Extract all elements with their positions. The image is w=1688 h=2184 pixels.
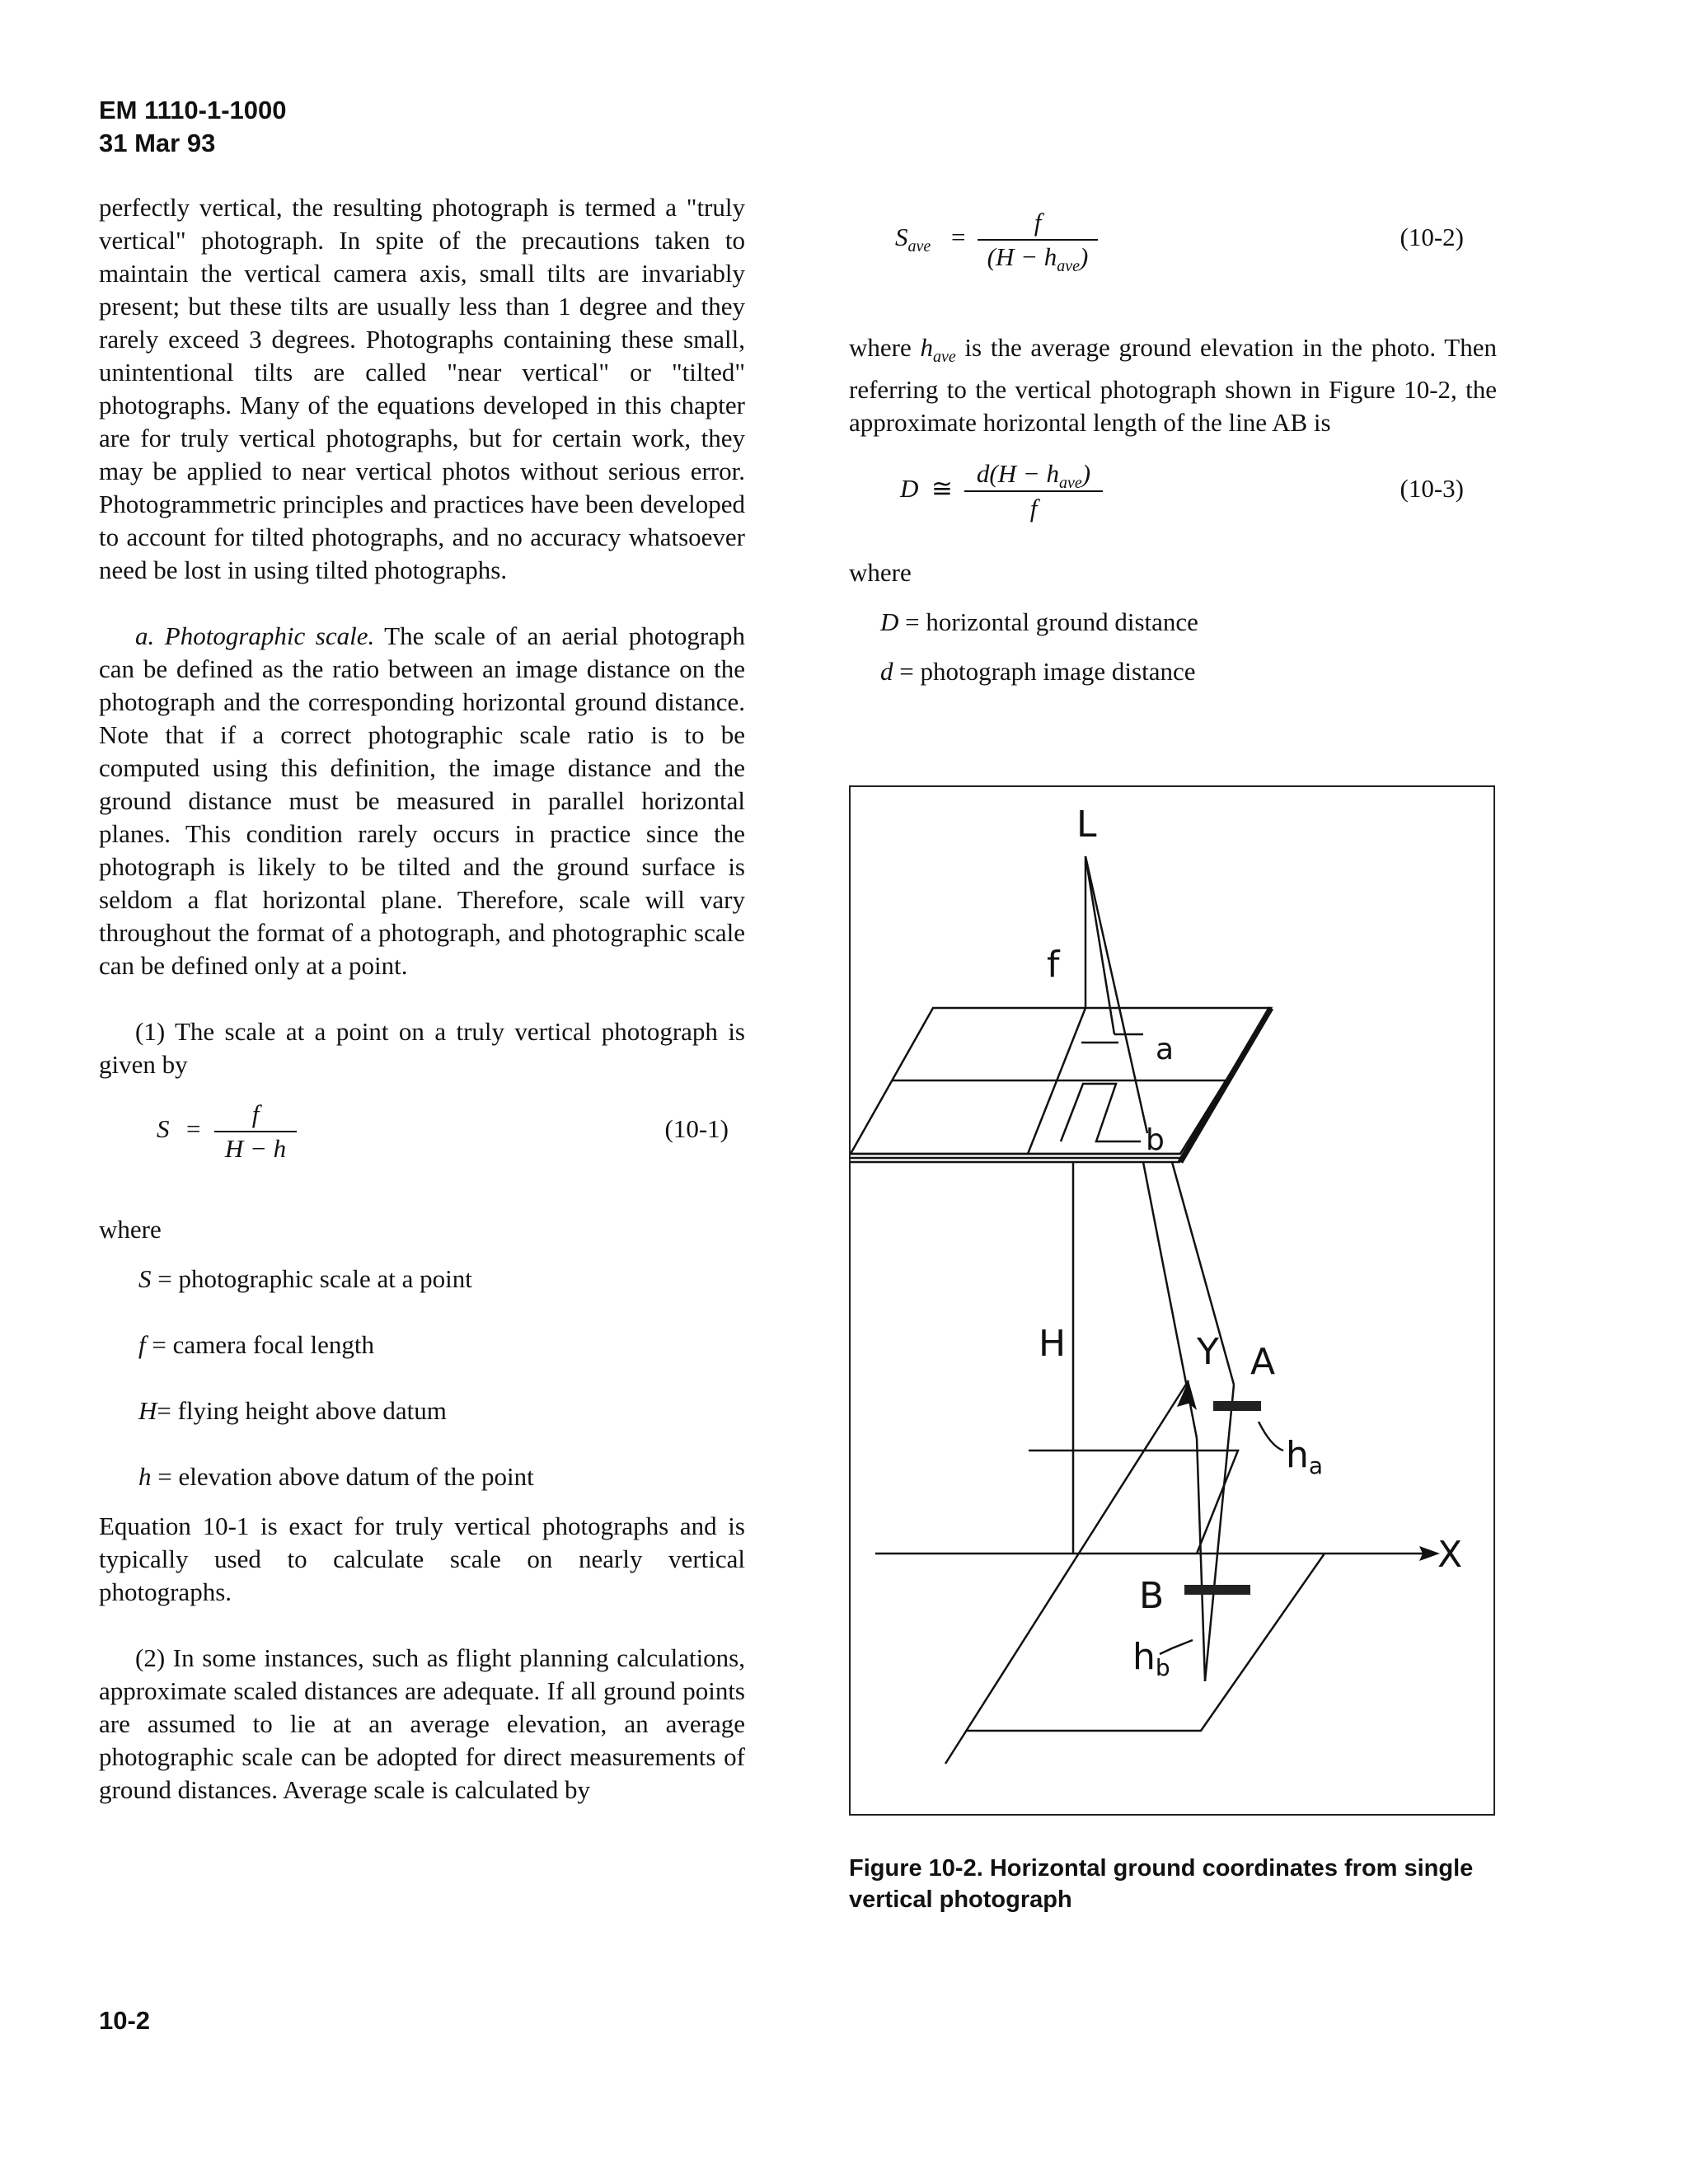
- paragraph-average-scale: (2) In some instances, such as flight planning calculations, approximate scaled distances are adequate. If all ground points are assumed to lie at an average elevation, an average photographic scale can be adopted for direct measurements of ground distances. Average scale is calculated by: [99, 1643, 745, 1804]
- paragraph-vertical-photos: perfectly vertical, the resulting photograph is termed a "truly vertical" photograph. In spite of the precautions taken to maintain the vertical camera axis, small tilts are invariably present; but these tilts are usually less than 1 degree and they rarely exceed 3 degrees. Photographs containing these small, unintentional tilts are called "near vertical" or "tilted" photographs. Many of the equations developed in this chapter are for truly vertical photographs, but for certain work, they may be applied to near vertical photos without serious error. Photogrammetric principles and practices have been developed to account for tilted photographs, and no accuracy whatsoever need be lost in using tilted photographs.: [99, 193, 745, 584]
- label-X: X: [1437, 1534, 1463, 1576]
- label-a: a: [1156, 1033, 1175, 1066]
- eq1-numerator: f: [251, 1099, 260, 1128]
- left-column: [99, 191, 745, 1807]
- label-b: b: [1146, 1123, 1165, 1157]
- label-B: B: [1139, 1575, 1165, 1617]
- eq3-number: (10-3): [1400, 474, 1464, 504]
- equation-10-1: [99, 1098, 745, 1180]
- eq1-equals: =: [186, 1114, 201, 1143]
- document-id: EM 1110-1-1000: [99, 96, 287, 124]
- paragraph-have-definition: where $h_{ave}$ is the average ground elevation in the photo. Then referring to the vertical photograph shown in Figure 10-2, the approximate horizontal length of the line AB is: [849, 333, 1497, 438]
- eq3-approx: ≅: [931, 474, 953, 504]
- eq2-denominator: $(H - h_{ave})$: [987, 242, 1089, 276]
- label-A: A: [1250, 1341, 1276, 1383]
- eq1-number: (10-1): [664, 1114, 729, 1143]
- page-number: 10-2: [99, 2006, 151, 2035]
- definition-S: S = photographic scale at a point: [138, 1264, 472, 1293]
- definition-h: h = elevation above datum of the point: [138, 1462, 534, 1491]
- point-b-marker: [1184, 1585, 1250, 1595]
- eq3-denominator: f: [1029, 494, 1038, 523]
- eq2-numerator: f: [1034, 208, 1042, 237]
- point-a-marker: [1213, 1401, 1261, 1411]
- section-heading: a. Photographic scale.: [135, 621, 375, 650]
- label-H: H: [1039, 1323, 1067, 1365]
- eq2-lhs: $S_{ave}$: [895, 223, 931, 256]
- figure-10-2: [849, 785, 1495, 1816]
- page-header: [99, 94, 287, 160]
- paragraph-scale-at-point: (1) The scale at a point on a truly vertical photograph is given by: [99, 1017, 745, 1079]
- figure-caption: Figure 10-2. Horizontal ground coordinates from single vertical photograph: [849, 1855, 1474, 1913]
- where-label-1: where: [99, 1215, 162, 1244]
- eq1-lhs: S: [157, 1114, 170, 1143]
- eq2-number: (10-2): [1400, 223, 1464, 251]
- definition-d: d = photograph image distance: [880, 657, 1196, 687]
- equation-10-2: [849, 206, 1497, 297]
- eq1-denominator: H − h: [224, 1134, 287, 1163]
- label-L: L: [1076, 804, 1097, 846]
- where-label-2: where: [849, 558, 912, 588]
- definition-f: f = camera focal length: [138, 1330, 375, 1359]
- definition-H: H= flying height above datum: [138, 1396, 447, 1425]
- eq3-numerator: $d(H - h_{ave})$: [976, 459, 1091, 493]
- right-column: [849, 191, 1497, 688]
- eq2-fraction: [978, 206, 1098, 274]
- definition-D: D = horizontal ground distance: [880, 607, 1198, 637]
- label-hb: hb: [1132, 1636, 1170, 1681]
- eq3-fraction: [964, 457, 1103, 525]
- eq2-equals: =: [951, 223, 966, 251]
- eq1-fraction: [214, 1098, 297, 1165]
- eq3-lhs: D: [900, 474, 919, 504]
- paragraph-photographic-scale: a. Photographic scale. The scale of an aerial photograph can be defined as the ratio between an image distance on the photograph and the corresponding horizontal ground distance. Note that if a correct photographic scale ratio is to be computed using this definition, the image distance and the ground distance must be measured in parallel horizontal planes. This condition rarely occurs in practice since the photograph is likely to be tilted and the ground surface is seldom a flat horizontal plane. Therefore, scale will vary throughout the format of a photograph, and photographic scale can be defined only at a point.: [99, 621, 745, 980]
- figure-diagram: [851, 787, 1493, 1814]
- label-ha: ha: [1286, 1434, 1324, 1479]
- label-f: f: [1047, 944, 1060, 986]
- label-Y: Y: [1197, 1331, 1219, 1373]
- document-date: 31 Mar 93: [99, 129, 216, 157]
- equation-10-3: [849, 457, 1497, 540]
- paragraph-eq-10-1-note: Equation 10-1 is exact for truly vertical photographs and is typically used to calculate scale on nearly vertical photographs.: [99, 1511, 745, 1606]
